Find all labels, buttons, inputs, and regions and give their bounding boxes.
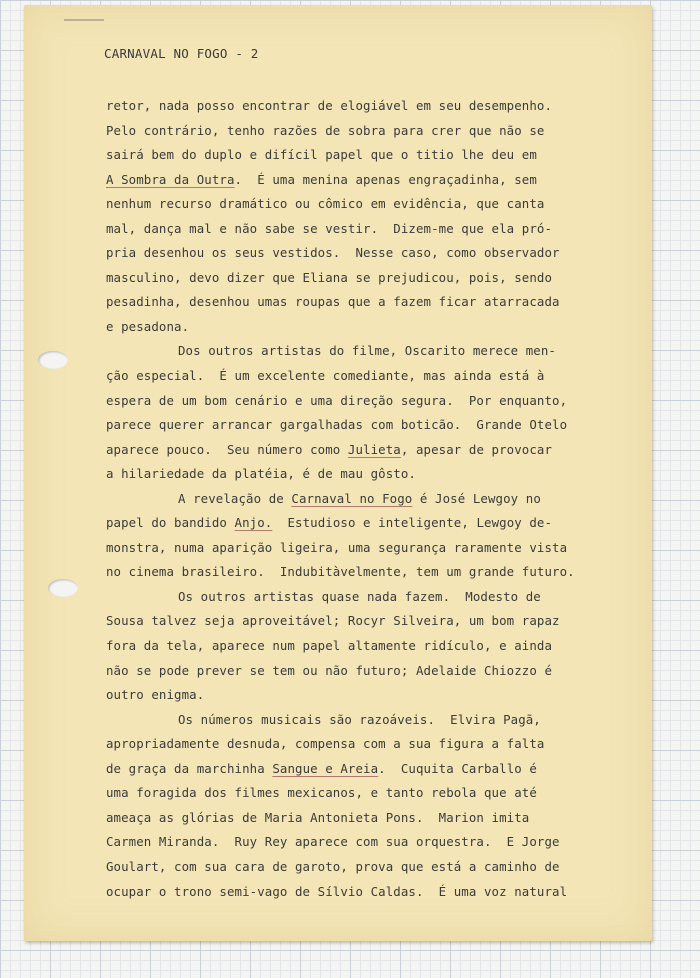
punch-hole-bottom — [48, 579, 78, 597]
pencil-mark — [64, 19, 104, 21]
text-line: pria desenhou os seus vestidos. Nesse caso, como observador — [106, 245, 560, 261]
body-text — [106, 94, 626, 904]
text-line: ameaça as glórias de Maria Antonieta Pons. Marion imita — [106, 809, 530, 825]
text-line: outro enigma. — [106, 687, 205, 703]
text-line: parece querer arrancar gargalhadas com boticão. Grande Otelo — [106, 417, 568, 433]
text-line: monstra, numa aparição ligeira, uma segurança raramente vista — [106, 539, 568, 555]
text-line: uma foragida dos filmes mexicanos, e tanto rebola que até — [106, 785, 537, 801]
text-line: apropriadamente desnuda, compensa com a sua figura a falta — [106, 736, 545, 752]
text-line: e pesadona. — [106, 318, 190, 334]
text-line: masculino, devo dizer que Eliana se prejudicou, pois, sendo — [106, 269, 553, 285]
underlined-title: Sangue e Areia — [272, 760, 379, 776]
text-line: no cinema brasileiro. Indubitàvelmente, tem um grande futuro. — [106, 564, 575, 580]
text-line: fora da tela, aparece num papel altamente ridículo, e ainda — [106, 638, 553, 654]
text-line: retor, nada posso encontrar de elogiável em seu desempenho. — [106, 98, 553, 113]
text-line: espera de um bom cenário e uma direção segura. Por enquanto, — [106, 392, 568, 408]
text-line: nenhum recurso dramático ou cômico em evidência, que canta — [106, 196, 545, 212]
underlined-title: Julieta — [347, 441, 401, 457]
text-line: aparece pouco. Seu número como Julieta, apesar de provocar — [106, 441, 553, 457]
text-line: sairá bem do duplo e difícil papel que o titio lhe deu em — [106, 147, 537, 163]
text-line: Sousa talvez seja aproveitável; Rocyr Silveira, um bom rapaz — [106, 613, 560, 629]
text-line: mal, dança mal e não sabe se vestir. Dizem-me que ela pró- — [106, 220, 553, 236]
text-line: A revelação de Carnaval no Fogo é José Lewgoy no — [178, 490, 541, 506]
page-header: CARNAVAL NO FOGO - 2 — [104, 46, 259, 61]
text-line: Os outros artistas quase nada fazem. Modesto de — [178, 588, 541, 604]
text-line: de graça da marchinha Sangue e Areia. Cuquita Carballo é — [106, 760, 537, 776]
text-line: ocupar o trono semi-vago de Sílvio Caldas. É uma voz natural — [106, 883, 568, 899]
text-line: Pelo contrário, tenho razões de sobra para crer que não se — [106, 122, 545, 138]
punch-hole-top — [38, 351, 68, 369]
text-line: ção especial. É um excelente comediante, mas ainda está à — [106, 368, 545, 384]
text-line: Os números musicais são razoáveis. Elvira Pagã, — [178, 711, 541, 727]
text-line: pesadinha, desenhou umas roupas que a fazem ficar atarracada — [106, 294, 560, 310]
underlined-title: Carnaval no Fogo — [291, 490, 413, 506]
text-line: a hilariedade da platéia, é de mau gôsto. — [106, 466, 416, 482]
text-line: Dos outros artistas do filme, Oscarito merece men- — [178, 343, 556, 359]
text-line: não se pode prever se tem ou não futuro; Adelaide Chiozzo é — [106, 662, 553, 678]
underlined-title: A Sombra da Outra — [106, 171, 235, 187]
text-line: Goulart, com sua cara de garoto, prova que está a caminho de — [106, 858, 560, 874]
text-line: A Sombra da Outra. É uma menina apenas engraçadinha, sem — [106, 171, 537, 187]
underlined-title: Anjo. — [234, 515, 273, 531]
text-line: Carmen Miranda. Ruy Rey aparece com sua orquestra. E Jorge — [106, 834, 560, 850]
text-line: papel do bandido Anjo. Estudioso e inteligente, Lewgoy de- — [106, 515, 553, 531]
